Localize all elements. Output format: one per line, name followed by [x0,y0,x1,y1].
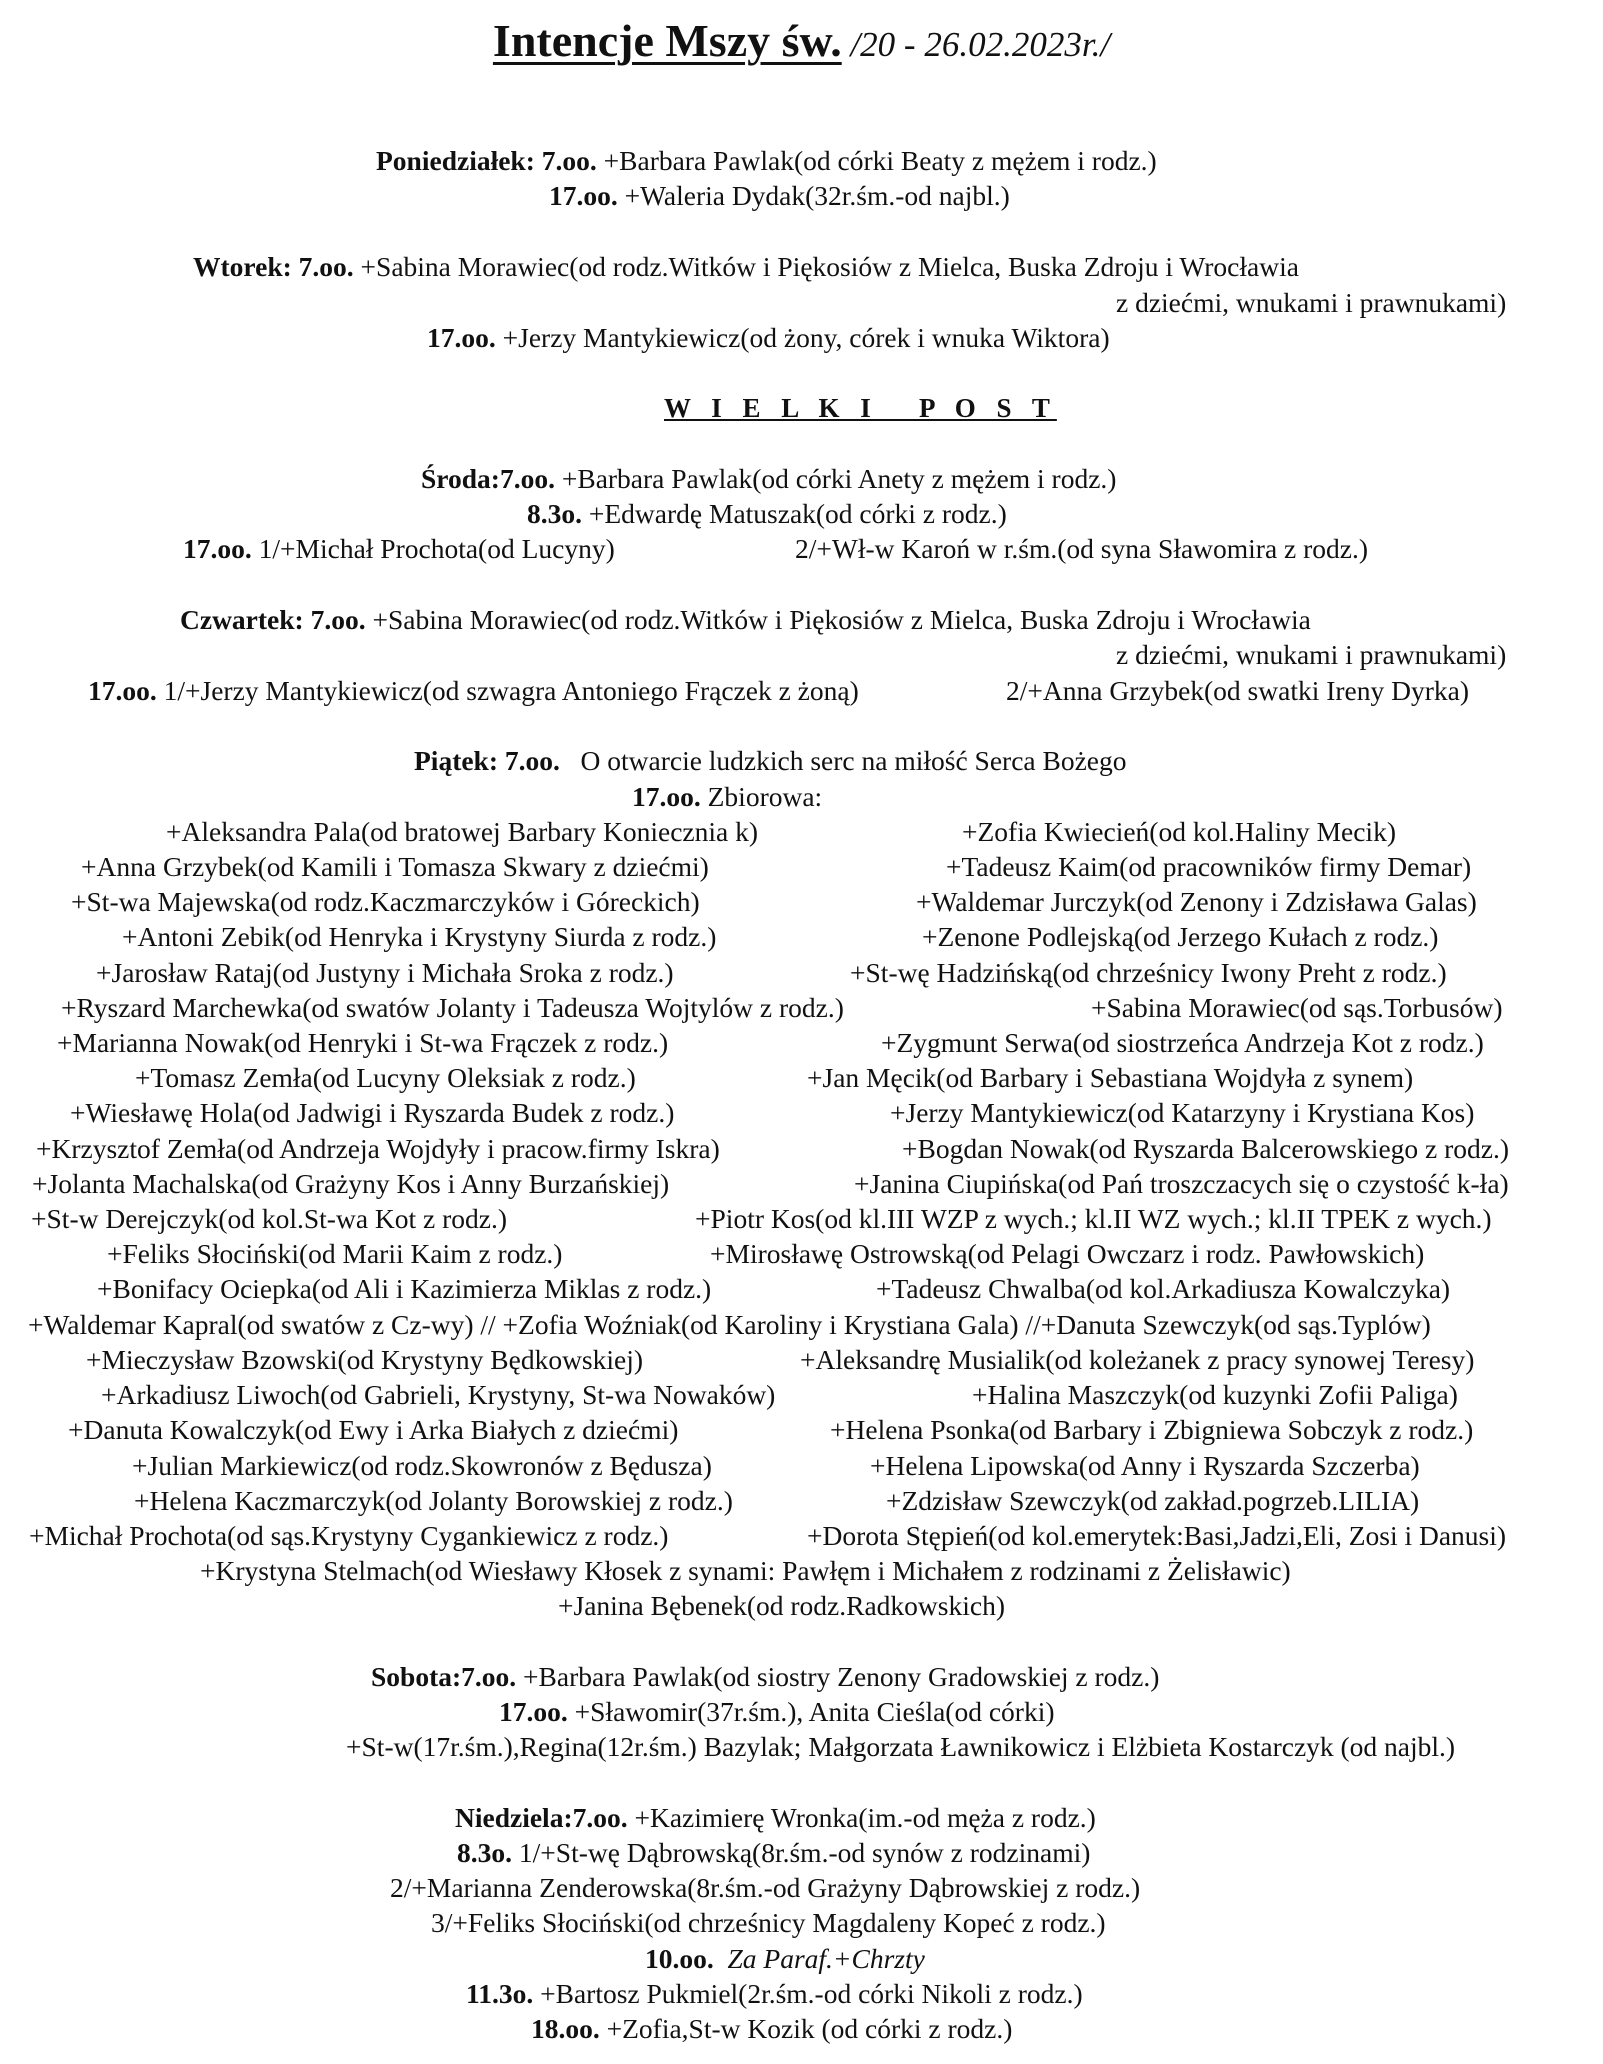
friday-list-left-item: +Jolanta Machalska(od Grażyny Kos i Anny Burzańskiej) [32,1168,670,1199]
friday-list-left-item: +Arkadiusz Liwoch(od Gabrieli, Krystyny, St-wa Nowaków) [101,1379,776,1410]
friday-list-left-item: +Mieczysław Bzowski(od Krystyny Będkowskiej) [86,1344,644,1375]
tuesday-7-text: +Sabina Morawiec(od rodz.Witków i Piękosiów z Mielca, Buska Zdroju i Wrocławia [353,251,1299,282]
friday-list-left-item: +Julian Markiewicz(od rodz.Skowronów z Będusza) [132,1450,712,1481]
friday-list-right-item: +Bogdan Nowak(od Ryszarda Balcerowskiego z rodz.) [902,1133,1510,1164]
thursday-label: Czwartek: 7.oo. [180,604,366,635]
sunday-line-830-1 [457,1836,1090,1870]
friday-list-left-item: +Wiesławę Hola(od Jadwigi i Ryszarda Budek z rodz.) [70,1097,675,1128]
friday-list-right-item: +St-wę Hadzińską(od chrześnicy Iwony Preht z rodz.) [850,957,1447,988]
tuesday-line-7 [193,250,1299,284]
sunday-line-18 [531,2012,1012,2046]
friday-list-right-item: +Tadeusz Kaim(od pracowników firmy Demar) [946,851,1472,882]
friday-list-left-item: +Krzysztof Zemła(od Andrzeja Wojdyły i pracow.firmy Iskra) [36,1133,720,1164]
friday-list-right-item: +Helena Lipowska(od Anny i Ryszarda Szczerba) [870,1450,1420,1481]
sunday-line-1130 [466,1977,1083,2011]
wednesday-7-text: +Barbara Pawlak(od córki Anety z mężem i rodz.) [554,463,1117,494]
friday-list-left-item: +Tomasz Zemła(od Lucyny Oleksiak z rodz.) [135,1062,636,1093]
saturday-line-17 [499,1695,1055,1729]
wednesday-line-17a [183,532,615,566]
friday-list-right-item: +Piotr Kos(od kl.III WZP z wych.; kl.II WZ wych.; kl.II TPEK z wych.) [695,1203,1492,1234]
wednesday-830-hour: 8.3o. [527,498,582,529]
friday-list-left-item: +Antoni Zebik(od Henryka i Krystyny Siurda z rodz.) [122,921,717,952]
monday-17-hour: 17.oo. [549,180,618,211]
tuesday-label: Wtorek: 7.oo. [193,251,354,282]
friday-list-left-item: +Helena Kaczmarczyk(od Jolanty Borowskiej z rodz.) [134,1485,733,1516]
saturday-line-17-cont: +St-w(17r.śm.),Regina(12r.śm.) Bazylak; Małgorzata Ławnikowicz i Elżbieta Kostarczyk (od najbl.) [346,1731,1456,1762]
friday-list-right-item: +Helena Psonka(od Barbary i Zbigniewa Sobczyk z rodz.) [830,1414,1474,1445]
title-date: /20 - 26.02.2023r./ [841,25,1111,64]
tuesday-line-17 [427,321,1110,355]
friday-list-right-item: +Zygmunt Serwa(od siostrzeńca Andrzeja Kot z rodz.) [881,1027,1484,1058]
friday-17-text: Zbiorowa: [700,781,823,812]
wednesday-830-text: +Edwardę Matuszak(od córki z rodz.) [582,498,1007,529]
wednesday-line-17b: 2/+Wł-w Karoń w r.śm.(od syna Sławomira z rodz.) [795,533,1369,564]
sunday-label: Niedziela:7.oo. [455,1802,628,1833]
sunday-830-hour: 8.3o. [457,1837,512,1868]
friday-list-right-item: +Sabina Morawiec(od sąs.Torbusów) [1091,992,1503,1023]
page-title [0,14,1603,67]
wednesday-line-830 [527,497,1007,531]
friday-list-last-line: +Krystyna Stelmach(od Wiesławy Kłosek z synami: Pawłęm i Michałem z rodzinami z Żelisławic) [200,1555,1291,1586]
friday-line-7 [414,744,1127,778]
friday-list-right-item: +Zenone Podlejską(od Jerzego Kułach z rodz.) [922,921,1439,952]
tuesday-line-7-cont: z dziećmi, wnukami i prawnukami) [1116,287,1507,318]
saturday-7-text: +Barbara Pawlak(od siostry Zenony Gradowskiej z rodz.) [516,1661,1160,1692]
friday-list-right-item: +Jerzy Mantykiewicz(od Katarzyny i Krystiana Kos) [890,1097,1475,1128]
friday-list-right-item: +Halina Maszczyk(od kuzynki Zofii Paliga) [972,1379,1458,1410]
wednesday-label: Środa:7.oo. [421,463,555,494]
friday-list-right-item: +Dorota Stępień(od kol.emerytek:Basi,Jadzi,Eli, Zosi i Danusi) [807,1520,1507,1551]
monday-line-17 [549,179,1010,213]
sunday-18-text: +Zofia,St-w Kozik (od córki z rodz.) [599,2013,1013,2044]
friday-list-left-item: +Jarosław Rataj(od Justyny i Michała Sroka z rodz.) [96,957,674,988]
saturday-label: Sobota:7.oo. [371,1661,517,1692]
wednesday-line-7 [421,462,1116,496]
monday-label: Poniedziałek: 7.oo. [376,145,597,176]
lent-header: W I E L K I P O S T [664,393,1057,423]
monday-17-text: +Waleria Dydak(32r.śm.-od najbl.) [617,180,1010,211]
friday-list-left-item: +Marianna Nowak(od Henryki i St-wa Frączek z rodz.) [57,1027,669,1058]
thursday-7-text: +Sabina Morawiec(od rodz.Witków i Piękosiów z Mielca, Buska Zdroju i Wrocławia [365,604,1311,635]
friday-list-left-item: +Ryszard Marchewka(od swatów Jolanty i Tadeusza Wojtylów z rodz.) [61,992,844,1023]
sunday-1130-hour: 11.3o. [466,1978,534,2009]
friday-line-17 [632,780,822,814]
sunday-line-7 [455,1801,1096,1835]
thursday-17-text-a: 1/+Jerzy Mantykiewicz(od szwagra Antoniego Frączek z żoną) [156,675,859,706]
friday-list-right-item: +Janina Ciupińska(od Pań troszczacych się o czystość k-ła) [854,1168,1509,1199]
wednesday-17-hour: 17.oo. [183,533,252,564]
friday-17-hour: 17.oo. [632,781,701,812]
wednesday-17-text-a: 1/+Michał Prochota(od Lucyny) [251,533,615,564]
sunday-18-hour: 18.oo. [531,2013,600,2044]
friday-list-left-item: +Anna Grzybek(od Kamili i Tomasza Skwary z dziećmi) [81,851,709,882]
friday-list-right-item: +Jan Męcik(od Barbary i Sebastiana Wojdyła z synem) [807,1062,1414,1093]
saturday-17-hour: 17.oo. [499,1696,568,1727]
friday-list-right-item: +Zofia Kwiecień(od kol.Haliny Mecik) [962,816,1396,847]
friday-list-left-item: +Feliks Słociński(od Marii Kaim z rodz.) [107,1238,563,1269]
thursday-line-17a [88,674,859,708]
friday-list-left-item: +Michał Prochota(od sąs.Krystyny Cygankiewicz z rodz.) [29,1520,669,1551]
friday-list-left-item: +St-w Derejczyk(od kol.St-wa Kot z rodz.) [31,1203,507,1234]
friday-list-left-item: +Danuta Kowalczyk(od Ewy i Arka Białych z dziećmi) [68,1414,679,1445]
thursday-17-hour: 17.oo. [88,675,157,706]
tuesday-17-hour: 17.oo. [427,322,496,353]
friday-list-left-item: +St-wa Majewska(od rodz.Kaczmarczyków i Góreckich) [71,886,700,917]
friday-label: Piątek: 7.oo. [414,745,560,776]
thursday-line-7-cont: z dziećmi, wnukami i prawnukami) [1116,639,1507,670]
saturday-line-7 [371,1660,1159,1694]
sunday-7-text: +Kazimierę Wronka(im.-od męża z rodz.) [627,1802,1096,1833]
sunday-830-text-1: 1/+St-wę Dąbrowską(8r.śm.-od synów z rodzinami) [512,1837,1091,1868]
tuesday-17-text: +Jerzy Mantykiewicz(od żony, córek i wnuka Wiktora) [495,322,1110,353]
saturday-17-text: +Sławomir(37r.śm.), Anita Cieśla(od córki) [567,1696,1055,1727]
sunday-line-10 [645,1942,925,1976]
friday-list-right-item: +Mirosławę Ostrowską(od Pelagi Owczarz i rodz. Pawłowskich) [710,1238,1425,1269]
title-main: Intencje Mszy św. [492,15,842,66]
sunday-line-830-3: 3/+Feliks Słociński(od chrześnicy Magdaleny Kopeć z rodz.) [431,1907,1106,1938]
friday-list-left-item: +Bonifacy Ociepka(od Ali i Kazimierza Miklas z rodz.) [97,1273,712,1304]
friday-list-last-line: +Janina Bębenek(od rodz.Radkowskich) [558,1590,1005,1621]
sunday-1130-text: +Bartosz Pukmiel(2r.śm.-od córki Nikoli z rodz.) [533,1978,1083,2009]
monday-line-7 [376,144,1157,178]
friday-list-right-item: +Zdzisław Szewczyk(od zakład.pogrzeb.LILIA) [886,1485,1420,1516]
friday-list-right-item: +Aleksandrę Musialik(od koleżanek z pracy synowej Teresy) [800,1344,1475,1375]
sunday-10-text: Za Paraf.+Chrzty [713,1943,925,1974]
thursday-line-7 [180,603,1311,637]
friday-list-right-item: +Tadeusz Chwalba(od kol.Arkadiusza Kowalczyka) [876,1273,1451,1304]
thursday-line-17b: 2/+Anna Grzybek(od swatki Ireny Dyrka) [1006,675,1470,706]
friday-list-left-item: +Aleksandra Pala(od bratowej Barbary Koniecznia k) [166,816,759,847]
sunday-line-830-2: 2/+Marianna Zenderowska(8r.śm.-od Grażyny Dąbrowskiej z rodz.) [390,1872,1141,1903]
friday-7-text: O otwarcie ludzkich serc na miłość Serca Bożego [559,745,1127,776]
monday-7-text: +Barbara Pawlak(od córki Beaty z mężem i rodz.) [596,145,1157,176]
friday-list-full-line: +Waldemar Kapral(od swatów z Cz-wy) // +Zofia Woźniak(od Karoliny i Krystiana Gala) //+Danuta Szewczyk(od sąs.Typlów) [28,1309,1431,1340]
friday-list-right-item: +Waldemar Jurczyk(od Zenony i Zdzisława Galas) [916,886,1477,917]
sunday-10-hour: 10.oo. [645,1943,714,1974]
